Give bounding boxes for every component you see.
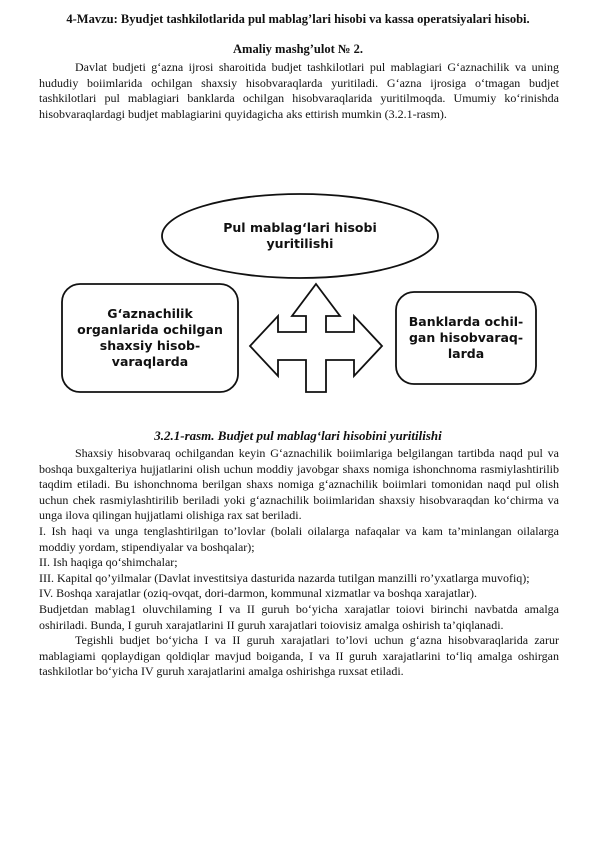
caption-number: 3.2.1-rasm.: [154, 428, 215, 443]
page-title: 4-Mavzu: Byudjet tashkilotlarida pul mablag’lari hisobi va kassa operatsiyalari hisobi.: [66, 12, 530, 26]
caption-text: Budjet pul mablag‘lari hisobini yuritilishi: [214, 428, 442, 443]
body-paragraph-2: Budjetdan mablag1 oluvchilaming I va II guruh bo‘yicha xarajatlar toiovi birinchi navbatda amalga oshiriladi. Bunda, I guruh xarajatlarini II guruh xarajatlari toiovisiz amalga oshirish ta’qiqlanadi.: [39, 601, 559, 632]
intro-paragraph: Davlat budjeti g‘azna ijrosi sharoitida budjet tashkilotlari pul mablagiari G‘aznachilik va uning hududiy boiimlarida ochilgan shaxsiy hisobvaraqlarda yuritiladi. G‘azna ijrosiga o‘tmagan budjet tashkilotlari pul mablagiari banklarda ochilgan hisobvaraqlarida yuritilmoqda. Umumiy ko‘rinishda hisobvaraqlardagi budjet mablagiarini quyidagicha aks ettirish mumkin (3.2.1-rasm).: [39, 60, 559, 121]
diagram-right-line-1: Banklarda ochil-: [408, 314, 524, 329]
diagram-left-line-2: organlarida ochilgan: [77, 322, 223, 337]
body-paragraph-3: Tegishli budjet bo‘yicha I va II guruh xarajatlari to’lovi uchun g‘azna hisobvaraqlarida zarur mablagiami qoplaydigan qoldiqlar mavjud boiganda, I va II guruh xarajatlarini to‘liq amalga oshirgan tashkilotlar bo‘yicha IV guruh xarajatlarini amalga oshirishga ruxsat etiladi.: [39, 633, 559, 679]
list-item-3: III. Kapital qo’yilmalar (Davlat investitsiya dasturida nazarda tutilgan manzilli ro’yxatlarga muvofiq);: [39, 570, 530, 585]
diagram-top-line-1: Pul mablag‘lari hisobi: [223, 220, 377, 235]
list-item-4: IV. Boshqa xarajatlar (oziq-ovqat, dori-darmon, kommunal xizmatlar va boshqa xarajatlar).: [39, 586, 477, 601]
page-subtitle: Amaliy mashg’ulot № 2.: [233, 42, 363, 56]
diagram-top-line-2: yuritilishi: [266, 236, 334, 251]
diagram-left-line-4: varaqlarda: [111, 354, 189, 369]
body-paragraph-1: Shaxsiy hisobvaraq ochilgandan keyin G‘aznachilik boiimlariga belgilangan tartibda naqd pul va boshqa buxgalteriya hujjatlarini olish uchun moddiy javobgar shaxs nomiga ishonchnoma rasmiylashtirilib taqdim etiladi. Bu ishonchnoma berilgan shaxs nomiga g‘aznachilik boiimlari tomonidan naqd pul olish uchun chek rasmiylashtirilib beriladi yoki g‘aznachilik boiimlaridan shaxsiy hisobvaraqdan ko‘chirma va unga ilova qilingan hujjatlami olishiga rax sat beriladi.: [39, 446, 559, 523]
body-text: [39, 446, 559, 680]
list-item-2: II. Ish haqiga qo‘shimchalar;: [39, 555, 178, 570]
three-way-arrow-icon: [250, 284, 382, 392]
diagram-right-line-3: larda: [447, 346, 485, 361]
list-item-1: I. Ish haqi va unga tenglashtirilgan to’lovlar (bolali oilalarga nafaqalar va kam ta’minlangan oilalarga moddiy yordam, stipendiyalar va boshqalar);: [39, 523, 559, 554]
figure-caption: [40, 428, 556, 444]
diagram-left-line-3: shaxsiy hisob-: [99, 338, 201, 353]
diagram: [60, 192, 538, 424]
diagram-left-line-1: G‘aznachilik: [107, 306, 193, 321]
diagram-right-line-2: gan hisobvaraq-: [408, 330, 524, 345]
